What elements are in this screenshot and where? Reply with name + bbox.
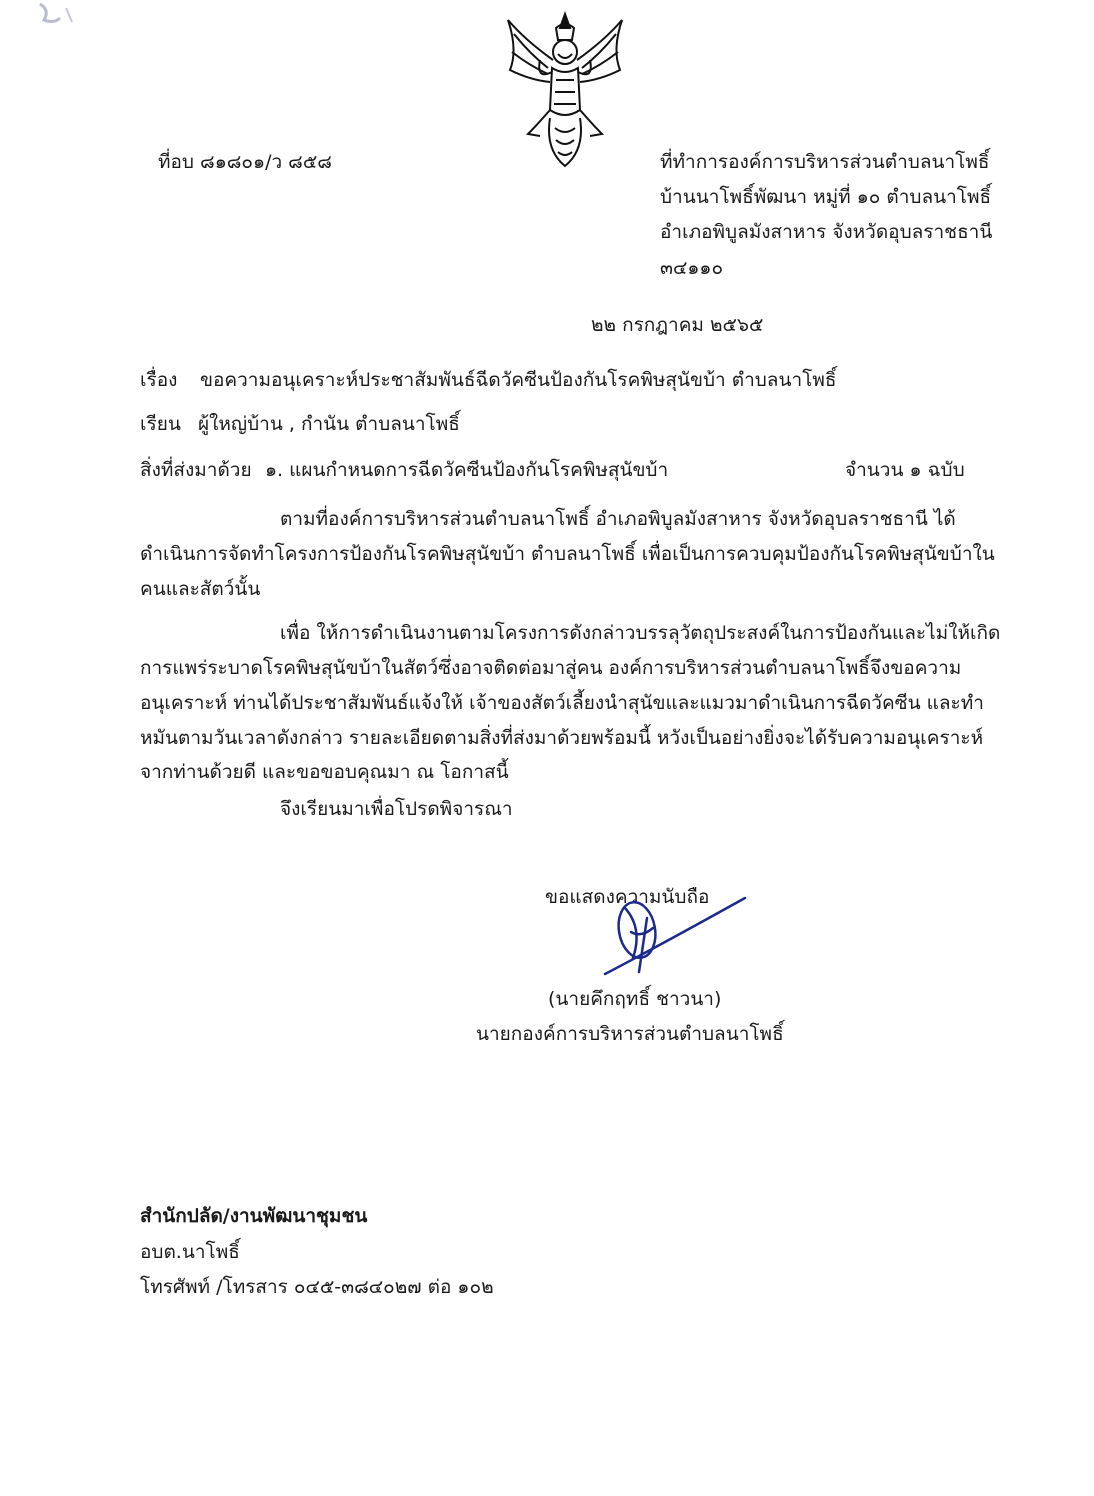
enclosure-text: ๑. แผนกำหนดการฉีดวัคซีนป้องกันโรคพิษสุนัขบ้า <box>265 459 669 481</box>
para2-line: หมันตามวันเวลาดังกล่าว รายละเอียดตามสิ่งที่ส่งมาด้วยพร้อมนี้ หวังเป็นอย่างยิ่งจะได้รับความอนุเคราะห์ <box>140 727 984 749</box>
para2-line: จากท่านด้วยดี และขอขอบคุณมา ณ โอกาสนี้ <box>140 761 509 783</box>
para2-line: เพื่อ ให้การดำเนินงานตามโครงการดังกล่าวบรรลุวัตถุประสงค์ในการป้องกันและไม่ให้เกิด <box>280 622 1001 644</box>
signer-title: นายกองค์การบริหารส่วนตำบลนาโพธิ์ <box>476 1023 784 1045</box>
enclosure-label: สิ่งที่ส่งมาด้วย <box>140 459 252 481</box>
para2-line: อนุเคราะห์ ท่านได้ประชาสัมพันธ์แจ้งให้ เจ้าของสัตว์เลี้ยงนำสุนัขและแมวมาดำเนินการฉีดวัคซีน และทำ <box>140 692 984 714</box>
closing-salutation: ขอแสดงความนับถือ <box>545 886 710 908</box>
reference-number: ที่อบ ๘๑๘๐๑/ว ๘๕๘ <box>158 151 332 173</box>
para1-line: คนและสัตว์นั้น <box>140 578 261 600</box>
garuda-emblem-icon <box>500 10 630 170</box>
corner-smudge-icon <box>20 0 90 50</box>
footer-org: อบต.นาโพธิ์ <box>140 1241 240 1263</box>
enclosure-count: จำนวน ๑ ฉบับ <box>845 459 965 481</box>
subject-text: ขอความอนุเคราะห์ประชาสัมพันธ์ฉีดวัคซีนป้องกันโรคพิษสุนัขบ้า ตำบลนาโพธิ์ <box>200 369 837 391</box>
postal-code: ๓๔๑๑๐ <box>660 257 724 279</box>
closing-request: จึงเรียนมาเพื่อโปรดพิจารณา <box>280 798 513 820</box>
address-line-1: ที่ทำการองค์การบริหารส่วนตำบลนาโพธิ์ <box>660 151 990 173</box>
para1-line: ตามที่องค์การบริหารส่วนตำบลนาโพธิ์ อำเภอพิบูลมังสาหาร จังหวัดอุบลราชธานี ได้ <box>280 508 956 530</box>
subject-label: เรื่อง <box>140 369 178 391</box>
footer-office: สำนักปลัด/งานพัฒนาชุมชน <box>140 1205 368 1227</box>
signature-icon <box>595 888 755 988</box>
signer-name: (นายคึกฤทธิ์ ชาวนา) <box>548 988 722 1010</box>
to-text: ผู้ใหญ่บ้าน , กำนัน ตำบลนาโพธิ์ <box>198 413 460 435</box>
para2-line: การแพร่ระบาดโรคพิษสุนัขบ้าในสัตว์ซึ่งอาจติดต่อมาสู่คน องค์การบริหารส่วนตำบลนาโพธิ์จึงขอความ <box>140 657 962 679</box>
letter-date: ๒๒ กรกฎาคม ๒๕๖๕ <box>591 314 764 336</box>
address-line-2: บ้านนาโพธิ์พัฒนา หมู่ที่ ๑๐ ตำบลนาโพธิ์ <box>660 186 992 208</box>
address-line-3: อำเภอพิบูลมังสาหาร จังหวัดอุบลราชธานี <box>660 221 993 243</box>
footer-phone: โทรศัพท์ /โทรสาร ๐๔๕-๓๘๔๐๒๗ ต่อ ๑๐๒ <box>140 1276 494 1298</box>
to-label: เรียน <box>140 413 181 435</box>
para1-line: ดำเนินการจัดทำโครงการป้องกันโรคพิษสุนัขบ้า ตำบลนาโพธิ์ เพื่อเป็นการควบคุมป้องกันโรคพิษสุนัขบ้าใน <box>140 543 995 565</box>
